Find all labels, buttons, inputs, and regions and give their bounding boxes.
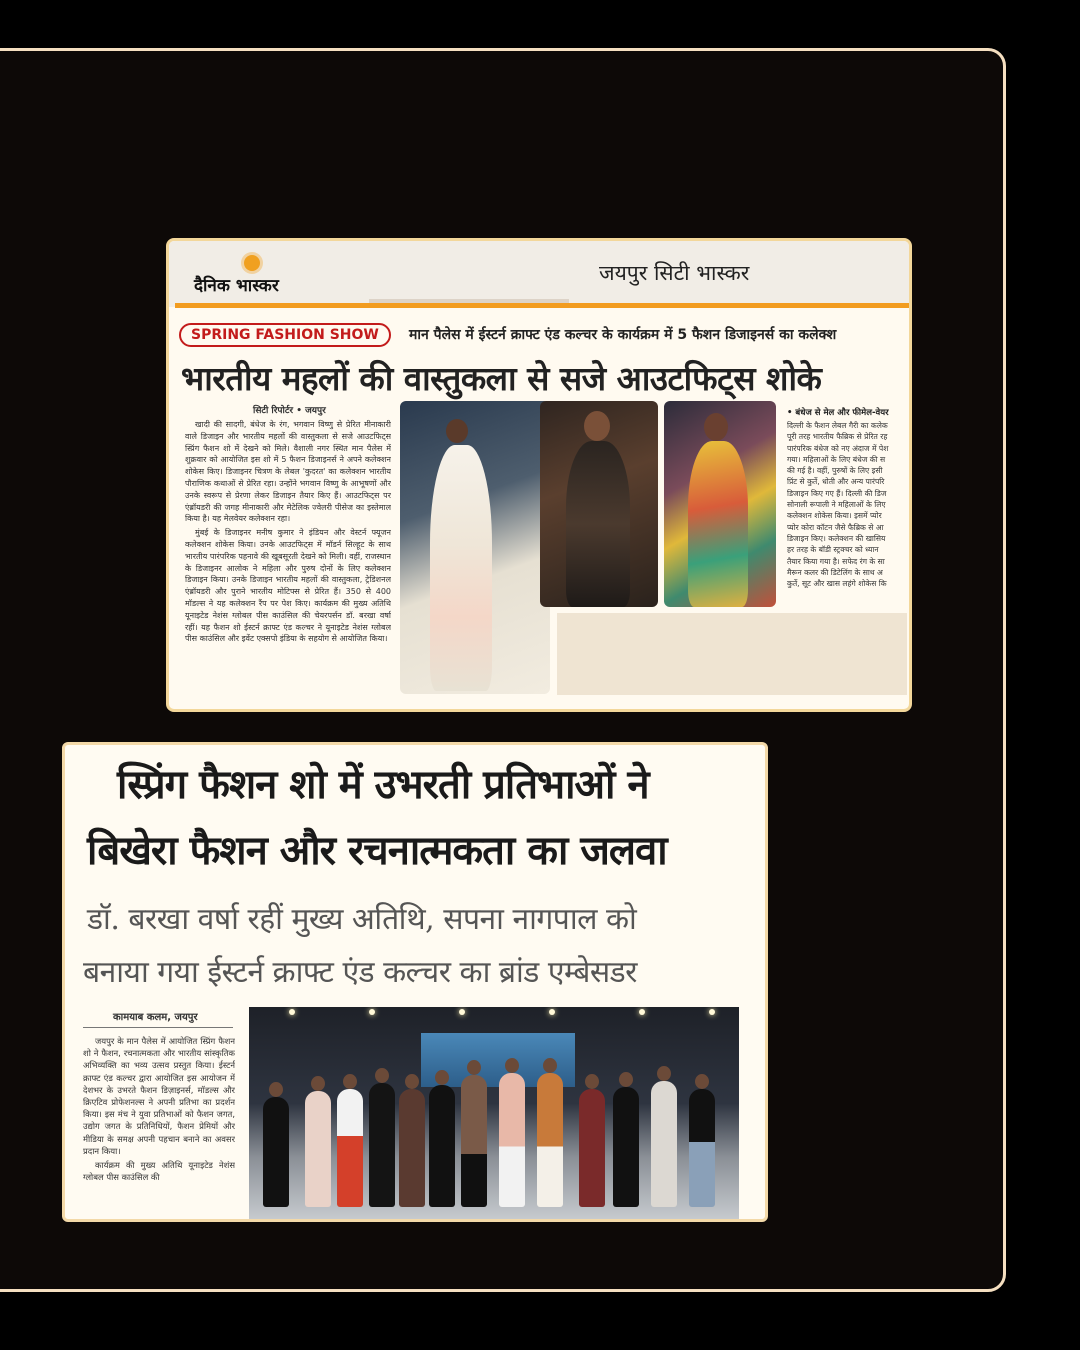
side-line: हर तरह के बॉडी स्ट्रक्चर को ध्यान bbox=[787, 545, 879, 555]
person-figure bbox=[579, 1089, 605, 1207]
side-line: दिल्ली के फैशन लेबल गैरी का कलेक bbox=[787, 421, 888, 430]
dainik-bhaskar-logo bbox=[194, 255, 314, 295]
side-line: तैयार किया गया है। सफेद रंग के सा bbox=[787, 556, 885, 566]
side-body bbox=[787, 420, 912, 589]
side-line: पूरी तरह भारतीय फैब्रिक से प्रेरित रह bbox=[787, 432, 888, 442]
group-photo bbox=[249, 1007, 739, 1221]
byline: कामयाब कलम, जयपुर bbox=[113, 1012, 198, 1023]
stage-light bbox=[289, 1009, 295, 1015]
article-paragraph: कार्यक्रम की मुख्य अतिथि यूनाइटेड नेशंस ग्लोबल पीस काउंसिल की bbox=[83, 1160, 235, 1183]
article-paragraph: मुंबई के डिजाइनर मनीष कुमार ने इंडियन और वेस्टर्न फ्यूजन कलेक्शन शोकेस किया। उनके आउटफिट्स में मॉडर्न सिल्हूट के साथ भारतीय पारंपरिक पहनावे की खूबसूरती देखने को मिली। वहीं, राजस्थान के डिजाइनर आलोक ने महिला और पुरुष दोनों के लिए कलेक्शन डिजाइन किया। उनके डिजाइन भारतीय महलों की वास्तुकला, ट्रेडिशनल एंब्रॉयडरी और पुराने भारतीय मोटिफ्स से प्रेरित हैं। 350 से 400 मॉडल्स ने यह कलेक्शन रैंप पर पेश किए। कार्यक्रम की मुख्य अतिथि यूनाइटेड नेशंस ग्लोबल पीस काउंसिल की चेयरपर्सन डॉ. बरखा वर्षा रहीं। यह फैशन शो ईस्टर्न क्राफ्ट एंड कल्चर ने यूनाइटेड नेशंस ग्लोबल पीस काउंसिल और इवेंट एक्सपो इंडिया के सहयोग से आयोजित किया। bbox=[185, 528, 391, 644]
person-figure bbox=[499, 1073, 525, 1207]
side-line: की गई है। वहीं, पुरुषों के लिए इसी bbox=[787, 466, 883, 476]
stage-light bbox=[369, 1009, 375, 1015]
person-figure bbox=[461, 1075, 487, 1207]
person-figure bbox=[613, 1087, 639, 1207]
person-figure bbox=[305, 1091, 331, 1207]
article-paragraph: जयपुर के मान पैलेस में आयोजित स्प्रिंग फैशन शो ने फैशन, रचनात्मकता और भारतीय सांस्कृतिक अभिव्यक्ति का भव्य उत्सव प्रस्तुत किया। ईस्टर्न क्राफ्ट एंड कल्चर द्वारा आयोजित इस आयोजन में देशभर के उभरते फैशन डिज़ाइनर्स, मॉडल्स और क्रिएटिव प्रोफेशनल्स ने अपनी प्रतिभा का प्रदर्शन किया। इस मंच ने युवा प्रतिभाओं को फैशन जगत, उद्योग जगत के प्रतिनिधियों, फैशन प्रेमियों और मीडिया के समक्ष अपनी पहचान बनाने का अवसर प्रदान किया। bbox=[83, 1036, 235, 1156]
side-column bbox=[787, 407, 912, 697]
side-line: पारंपरिक बंधेज को नए अंदाज में पेश bbox=[787, 443, 889, 453]
main-headline: भारतीय महलों की वास्तुकला से सजे आउटफिट्स शोके bbox=[181, 359, 822, 398]
article-paragraph: खादी की सादगी, बंधेज के रंग, भगवान विष्णु से प्रेरित मीनाकारी वाले डिजाइन और भारतीय महलों की वास्तुकला से सजे आउटफिट्स स्प्रिंग फैशन शो में देखने को मिले। वैशाली नगर स्थित मान पैलेस में शुक्रवार को आयोजित इस शो में 5 फैशन डिजाइनर्स ने अपने कलेक्शन शोकेस किए। डिजाइनर चित्रण के लेबल 'कुदरत' का कलेक्शन भारतीय पौराणिक कथाओं से प्रेरित रहा। उन्होंने भगवान विष्णु के आभूषणों और उनके स्वरूप से प्रेरणा लेकर डिजाइन तैयार किए हैं। आउटफिट्स पर एंब्रॉयडरी की जगह मीनाकारी और मेटेलिक ज्वेलरी पीसेज का इस्तेमाल किया है। यह मेलवेयर कलेक्शन रहा। bbox=[185, 420, 391, 524]
stage-light bbox=[639, 1009, 645, 1015]
side-line: प्योर कोरा कॉटन जैसे फैब्रिक से आ bbox=[787, 522, 884, 532]
side-heading: • बंधेज से मेल और फीमेल-वेयर bbox=[787, 408, 889, 418]
article-body bbox=[185, 419, 391, 699]
side-line: कलेक्शन शोकेस किया। इसमें प्योर bbox=[787, 511, 882, 521]
subheadline-line-2: बनाया गया ईस्टर्न क्राफ्ट एंड कल्चर का ब्रांड एम्बेसडर bbox=[83, 955, 637, 990]
person-figure bbox=[337, 1089, 363, 1207]
byline: सिटी रिपोर्टर • जयपुर bbox=[253, 406, 326, 416]
side-line: कुर्ते, सूट और खास लहंगे शोकेस कि bbox=[787, 579, 887, 589]
byline-rule bbox=[83, 1027, 233, 1028]
model-bandhej-photo bbox=[664, 401, 776, 607]
stage-light bbox=[459, 1009, 465, 1015]
person-figure bbox=[537, 1073, 563, 1207]
kicker-headline: मान पैलेस में ईस्टर्न क्राफ्ट एंड कल्चर के कार्यक्रम में 5 फैशन डिजाइनर्स का कलेक्श bbox=[409, 327, 837, 343]
edition-title: जयपुर सिटी भास्कर bbox=[599, 261, 750, 285]
masthead-rule bbox=[175, 303, 909, 308]
section-tag: SPRING FASHION SHOW bbox=[179, 323, 391, 347]
person-figure bbox=[651, 1081, 677, 1207]
side-line: गया। महिलाओं के लिए बंधेज की स bbox=[787, 454, 886, 464]
model-saree-photo bbox=[400, 401, 550, 694]
side-line: मैरून कलर की डिटेलिंग के साथ अ bbox=[787, 567, 883, 577]
headline-line-2: बिखेरा फैशन और रचनात्मकता का जलवा bbox=[87, 827, 667, 874]
logo-text: दैनिक भास्कर bbox=[194, 276, 279, 296]
stage-light bbox=[549, 1009, 555, 1015]
side-line: प्रिंट से कुर्ते, धोती और अन्य पारंपरि bbox=[787, 477, 885, 487]
side-line: डिजाइन किए गए हैं। दिल्ली की डिज bbox=[787, 488, 887, 498]
person-figure bbox=[263, 1097, 289, 1207]
stage-light bbox=[709, 1009, 715, 1015]
side-line: सोनाली रूपाली ने महिलाओं के लिए bbox=[787, 500, 886, 510]
headline-line-1: स्प्रिंग फैशन शो में उभरती प्रतिभाओं ने bbox=[117, 761, 649, 808]
sun-icon bbox=[244, 255, 260, 271]
newspaper-clipping-kamyab-kalam bbox=[62, 742, 768, 1222]
masthead bbox=[169, 241, 909, 307]
person-figure bbox=[429, 1085, 455, 1207]
newspaper-clipping-dainik-bhaskar bbox=[166, 238, 912, 712]
male-model-photo bbox=[540, 401, 658, 607]
side-line: डिजाइन किए। कलेक्शन की खासिय bbox=[787, 533, 886, 543]
person-figure bbox=[399, 1089, 425, 1207]
person-figure bbox=[689, 1089, 715, 1207]
person-figure bbox=[369, 1083, 395, 1207]
article-body bbox=[83, 1035, 235, 1221]
subheadline-line-1: डॉ. बरखा वर्षा रहीं मुख्य अतिथि, सपना नागपाल को bbox=[87, 902, 637, 937]
